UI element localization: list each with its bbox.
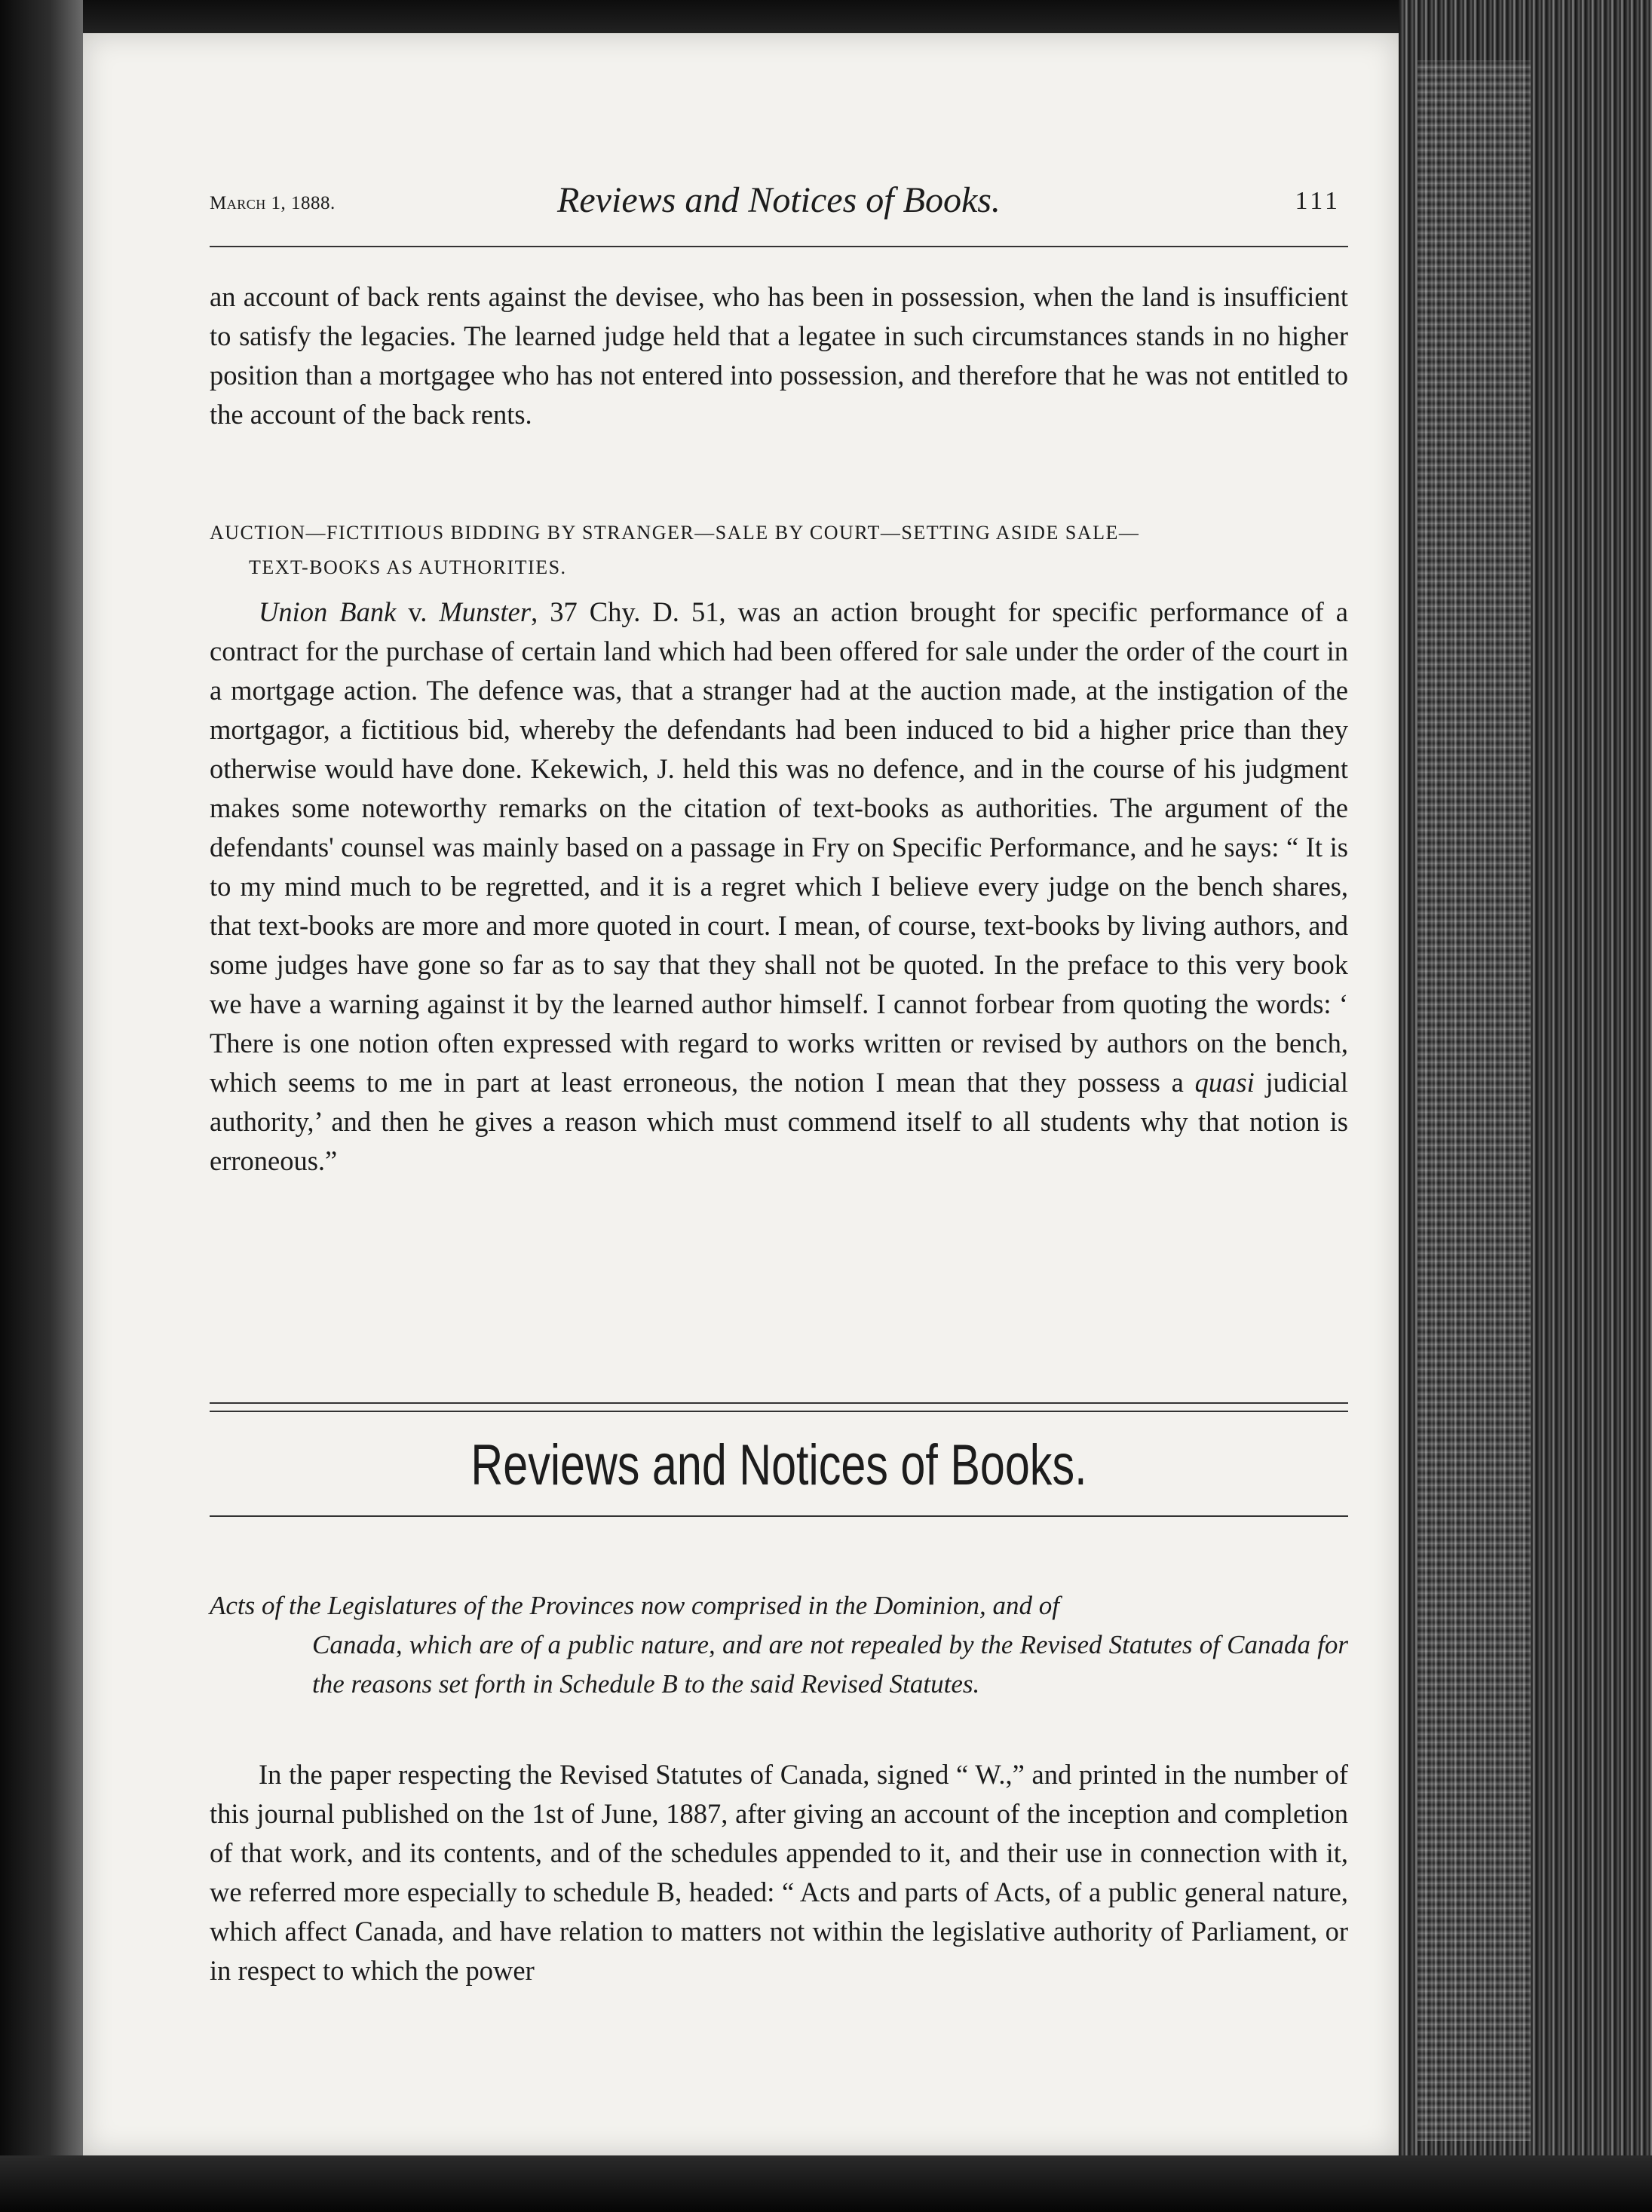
case-body-part1: , 37 Chy. D. 51, was an action brought for specific performance of a contract for the purchase of certain land which had been offered for sale under the order of the court in a mortgage action. The defence was, that a stranger had at the auction made, at the instigation of the mortgagor, a fictitious bid, whereby the defendants had been induced to bid a higher price than they otherwise would have done. Kekewich, J. held this was no defence, and in the course of his judgment makes some noteworthy remarks on the citation of text-books as authorities. The argument of the defendants' counsel was mainly based on a passage in Fry on Specific Performance, and he says: “ It is to my mind much to be regretted, and it is a regret which I believe every judge on the bench shares, that text-books are more and more quoted in court. I mean, of course, text-books by living authors, and some judges have gone so far as to say that they shall not be quoted. In the preface to this very book we have a warning against it by the learned author himself. I cannot forbear from quoting the words: ‘ There is one notion often expressed with regard to works written or revised by authors on the bench, which seems to me in part at least erroneous, the notion I mean that they possess a [210,596,1348,1098]
case-heading-line2: TEXT-BOOKS AS AUTHORITIES. [249,556,567,578]
case-name-plaintiff: Union Bank [259,596,397,627]
binding-texture [1418,60,1531,2141]
book-title-line1: Acts of the Legislatures of the Provinces now comprised in the Dominion, and of [210,1591,1060,1620]
case-name-defendant: Munster [439,596,532,627]
case-heading-line1: AUCTION—FICTITIOUS BIDDING BY STRANGER—SALE BY COURT—SETTING ASIDE SALE— [210,522,1140,544]
book-paragraph [210,1755,1348,1990]
scan-bottom-edge [0,2155,1652,2212]
case-body-part2: judicial authority,’ and then he gives a reason which must commend itself to all students why that notion is erroneous.” [210,1067,1348,1176]
section-title-rule [210,1515,1348,1517]
running-head-date: March 1, 1888. [210,193,336,213]
case-paragraph [210,593,1348,1181]
quasi-term: quasi [1194,1067,1255,1098]
paragraph-top: an account of back rents against the devisee, who has been in possession, when the land is insufficient to satisfy the legacies. The learned judge held that a legatee in such circumstances stands in no higher position than a mortgagee who has not entered into possession, and therefore that he was not entitled to the account of the back rents. [210,281,1348,430]
book-title [210,1586,1348,1704]
page-number: 111 [1295,187,1341,215]
book-paragraph-text: In the paper respecting the Revised Statutes of Canada, signed “ W.,” and printed in the number of this journal published on the 1st of June, 1887, after giving an account of the inception and completion of that work, and its contents, and of the schedules appended to it, and their use in connection with it, we referred more especially to schedule B, headed: “ Acts and parts of Acts, of a public general nature, which affect Canada, and have relation to matters not within the legislative authority of Parliament, or in respect to which the power [210,1759,1348,1986]
running-head [210,179,1348,225]
case-heading [210,516,1348,585]
running-head-title: Reviews and Notices of Books. [557,180,1001,220]
case-versus: v. [396,596,440,627]
book-title-rest: Canada, which are of a public nature, and are not repealed by the Revised Statutes of Canada for the reasons set forth in Schedule B to the said Revised Statutes. [312,1630,1348,1699]
header-rule [210,246,1348,247]
scan-left-edge [0,0,83,2212]
section-double-rule [210,1402,1348,1412]
section-title: Reviews and Notices of Books. [470,1433,1087,1497]
